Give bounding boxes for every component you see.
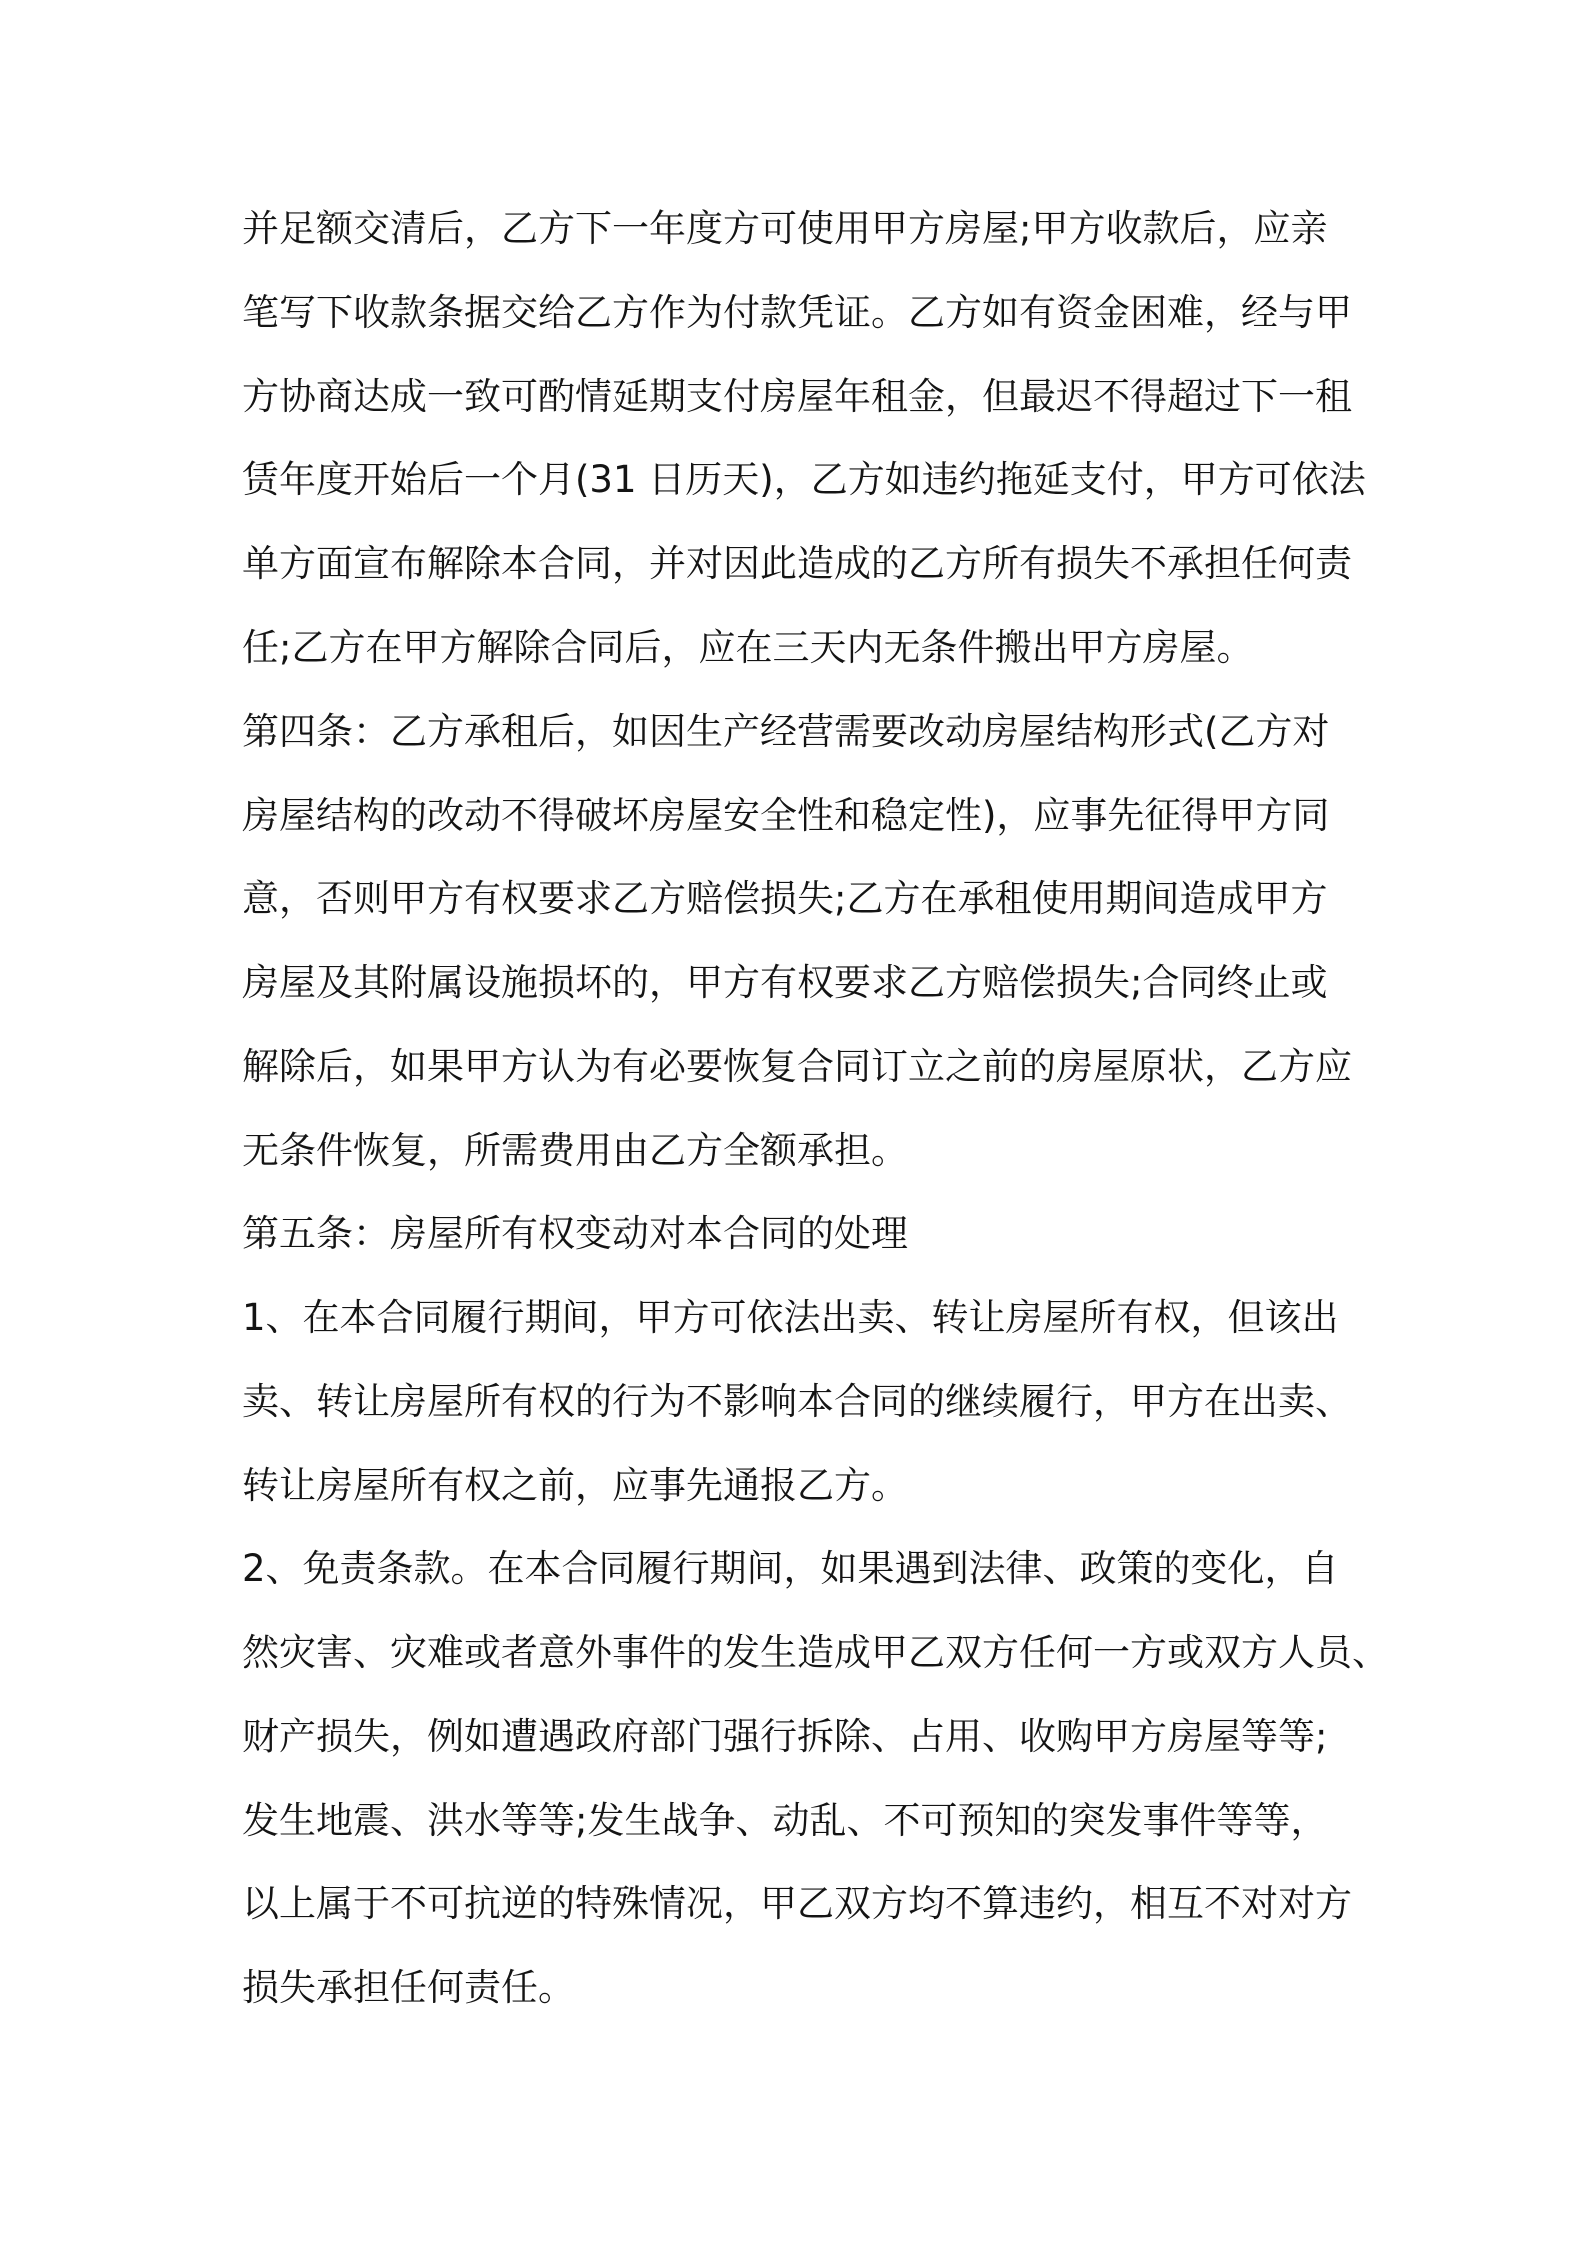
text-line: 房屋结构的改动不得破坏房屋安全性和稳定性)，应事先征得甲方同 xyxy=(242,794,1330,837)
text-line: 并足额交清后，乙方下一年度方可使用甲方房屋;甲方收款后，应亲 xyxy=(242,207,1328,250)
article-heading-4: 第四条：乙方承租后，如因生产经营需要改动房屋结构形式(乙方对 xyxy=(242,710,1330,753)
text-line: 任;乙方在甲方解除合同后，应在三天内无条件搬出甲方房屋。 xyxy=(242,626,1254,669)
clause-1: 1、在本合同履行期间，甲方可依法出卖、转让房屋所有权，但该出 xyxy=(242,1296,1339,1339)
text-line: 无条件恢复，所需费用由乙方全额承担。 xyxy=(242,1129,908,1172)
text-line: 单方面宣布解除本合同，并对因此造成的乙方所有损失不承担任何责 xyxy=(242,542,1352,585)
text-line: 发生地震、洪水等等;发生战争、动乱、不可预知的突发事件等等， xyxy=(242,1799,1328,1842)
text-line: 笔写下收款条据交给乙方作为付款凭证。乙方如有资金困难，经与甲 xyxy=(242,291,1352,334)
text-line: 转让房屋所有权之前，应事先通报乙方。 xyxy=(242,1464,908,1507)
text-line: 赁年度开始后一个月(31 日历天)，乙方如违约拖延支付，甲方可依法 xyxy=(242,458,1366,501)
text-line: 意，否则甲方有权要求乙方赔偿损失;乙方在承租使用期间造成甲方 xyxy=(242,877,1328,920)
text-line: 卖、转让房屋所有权的行为不影响本合同的继续履行，甲方在出卖、 xyxy=(242,1380,1352,1423)
text-line: 财产损失，例如遭遇政府部门强行拆除、占用、收购甲方房屋等等; xyxy=(242,1715,1328,1758)
text-line: 损失承担任何责任。 xyxy=(242,1966,575,2009)
text-line: 房屋及其附属设施损坏的，甲方有权要求乙方赔偿损失;合同终止或 xyxy=(242,961,1328,1004)
text-line: 然灾害、灾难或者意外事件的发生造成甲乙双方任何一方或双方人员、 xyxy=(242,1631,1389,1674)
clause-2: 2、免责条款。在本合同履行期间，如果遇到法律、政策的变化，自 xyxy=(242,1547,1339,1590)
text-line: 解除后，如果甲方认为有必要恢复合同订立之前的房屋原状，乙方应 xyxy=(242,1045,1352,1088)
text-line: 以上属于不可抗逆的特殊情况，甲乙双方均不算违约，相互不对对方 xyxy=(242,1882,1352,1925)
article-heading-5: 第五条：房屋所有权变动对本合同的处理 xyxy=(242,1212,908,1255)
text-line: 方协商达成一致可酌情延期支付房屋年租金，但最迟不得超过下一租 xyxy=(242,375,1352,418)
